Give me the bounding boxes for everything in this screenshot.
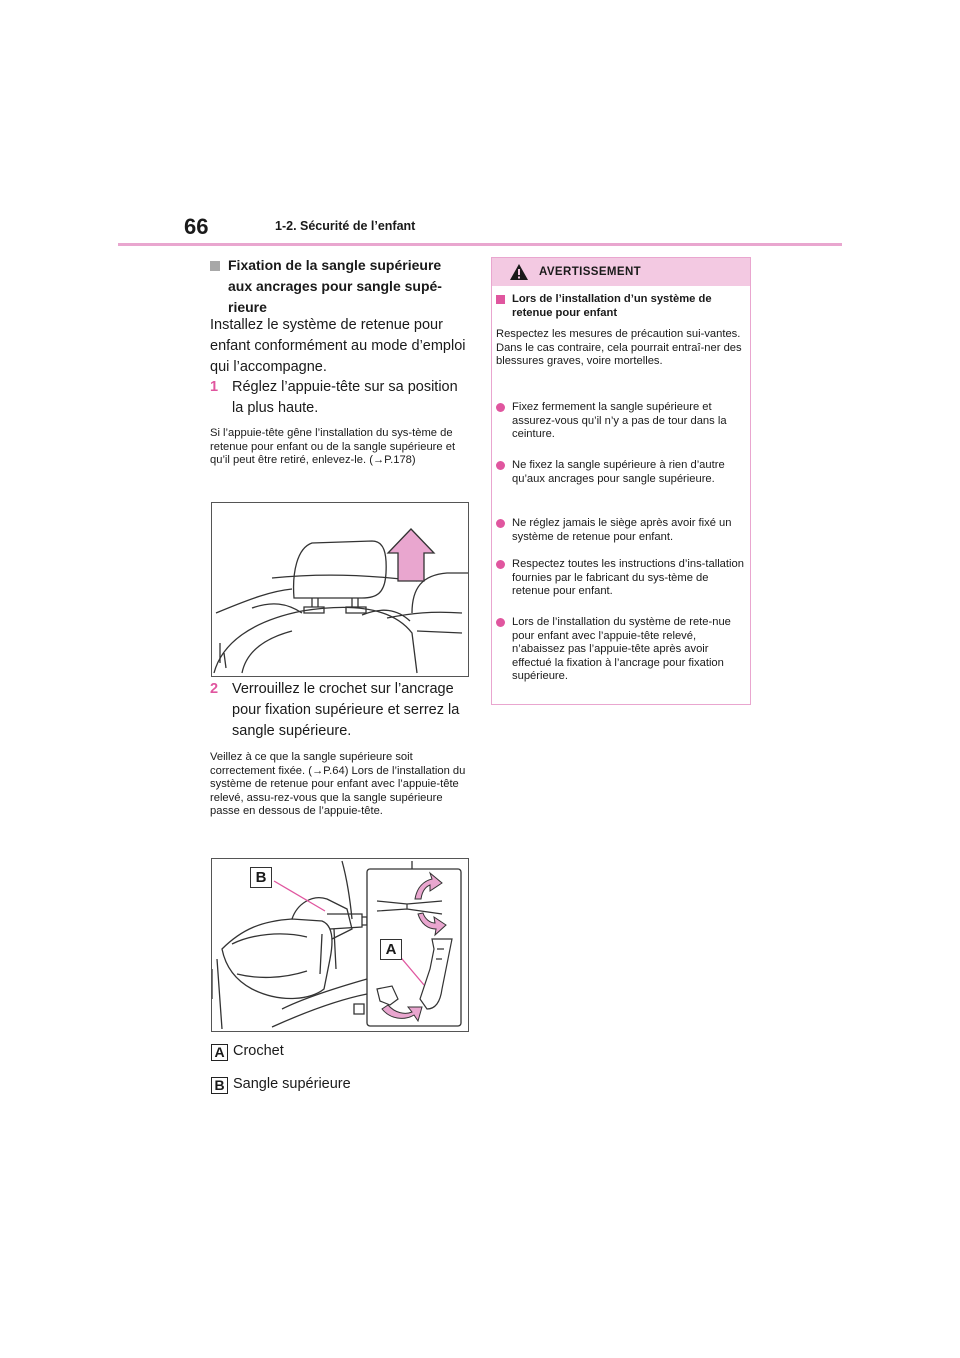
step-number: 2 (210, 681, 219, 697)
warning-title: AVERTISSEMENT (539, 266, 642, 278)
bullet-dot-icon (496, 519, 505, 528)
legend-label: Sangle supérieure (233, 1076, 351, 1092)
bullet-dot-icon (496, 461, 505, 470)
headrest-illustration (212, 503, 468, 676)
warning-box (491, 257, 751, 705)
intro-text: Installez le système de retenue pour enfant conformément au mode d’emploi qui l’accompagne. (210, 317, 466, 375)
step-text: Verrouillez le crochet sur l’ancrage pour fixation supérieure et serrez la sangle supérieure. (232, 681, 460, 739)
bullet-text: Lors de l’installation du système de rete-nue pour enfant avec l’appuie-tête relevé, n’abaissez pas l’appuie-tête après avoir effectué la fixation à l’ancrage pour fixation supérieure. (512, 616, 731, 682)
step-number: 1 (210, 379, 219, 395)
header-rule (118, 243, 842, 246)
anchor-figure (211, 858, 469, 1032)
legend-key: A (211, 1044, 228, 1061)
bullet-dot-icon (496, 560, 505, 569)
step-text: Réglez l’appuie-tête sur sa position la plus haute. (232, 379, 458, 416)
figure-label-a: A (380, 939, 402, 960)
bullet-dot-icon (496, 403, 505, 412)
bullet-text: Ne fixez la sangle supérieure à rien d’autre qu’aux ancrages pour sangle supérieure. (512, 459, 725, 485)
headrest-figure (211, 502, 469, 677)
step-2-note: Veillez à ce que la sangle supérieure soit correctement fixée. (→P.64) Lors de l’installation du système de retenue pour enfant avec l’appuie-tête relevé, assu-rez-vous que la sangle supérieure passe en dessous de l’appuie-tête. (210, 751, 466, 817)
heading-text: Fixation de la sangle supérieure aux ancrages pour sangle supé-rieure (228, 257, 442, 315)
step-2 (210, 679, 472, 745)
bullet-text: Ne réglez jamais le siège après avoir fixé un système de retenue pour enfant. (512, 517, 732, 543)
warning-intro: Respectez les mesures de précaution sui-vantes. Dans le cas contraire, cela pourrait entraî-ner des blessures graves, voire mortelles. (496, 328, 742, 367)
figure-label-b: B (250, 867, 272, 888)
warning-header (492, 258, 750, 286)
page-number: 66 (184, 214, 209, 239)
legend-key: B (211, 1077, 228, 1094)
step-1-note: Si l’appuie-tête gêne l’installation du sys-tème de retenue pour enfant ou de la sangle supérieure et qu’il peut être retiré, enlevez-le. (→P.178) (210, 427, 456, 466)
warning-triangle-icon (509, 263, 529, 281)
subheading-square-icon (496, 295, 505, 304)
bullet-text: Fixez fermement la sangle supérieure et assurez-vous qu’il n’y a pas de tour dans la ceinture. (512, 401, 727, 440)
heading-square-icon (210, 261, 220, 271)
bullet-text: Respectez toutes les instructions d’ins-tallation fournies par le fabricant du sys-tème de retenue pour enfant. (512, 558, 744, 597)
step-1 (210, 377, 472, 421)
section-title: 1-2. Sécurité de l’enfant (275, 219, 416, 233)
legend-label: Crochet (233, 1043, 284, 1059)
bullet-dot-icon (496, 618, 505, 627)
section-heading (210, 255, 472, 318)
subheading-text: Lors de l’installation d’un système de retenue pour enfant (512, 293, 712, 319)
